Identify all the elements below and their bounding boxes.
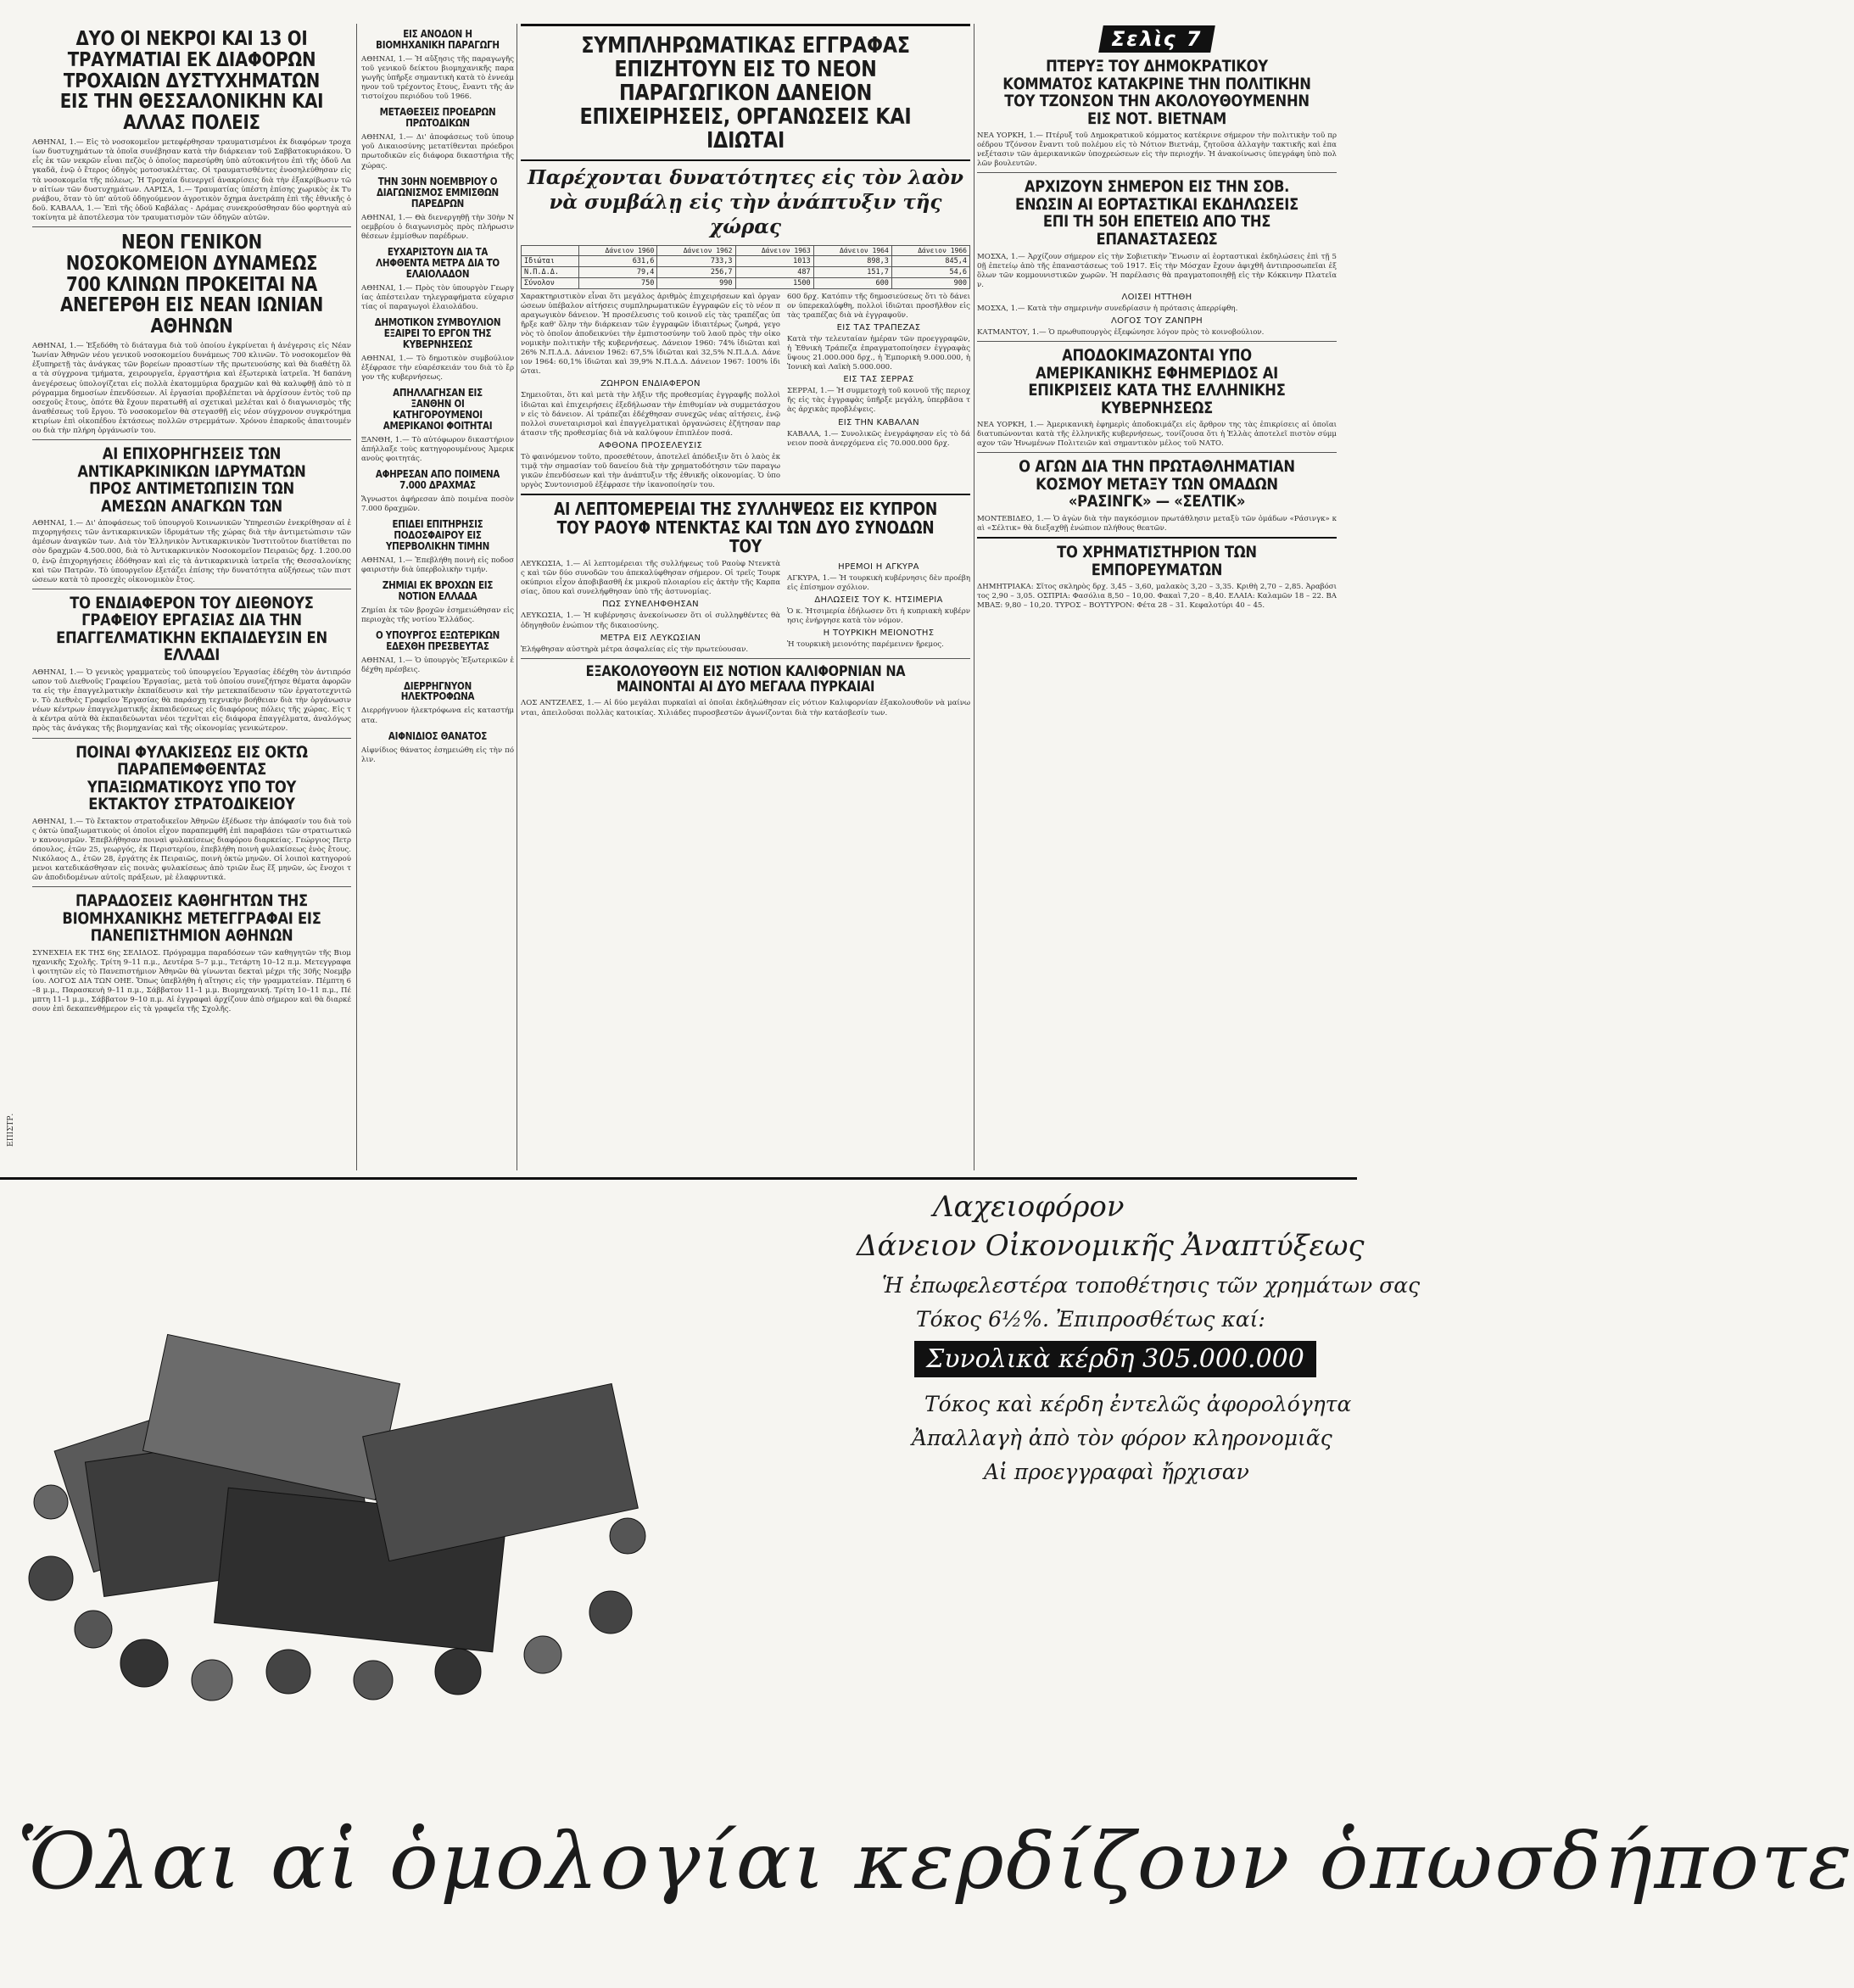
ad-total-prizes: Συνολικὰ κέρδη 305.000.000 (914, 1341, 1316, 1377)
headline-ambassadors: Ο ΥΠΟΥΡΓΟΣ ΕΞΩΤΕΡΙΚΩΝ ΕΔΕΧΘΗ ΠΡΕΣΒΕΥΤΑΣ (375, 629, 500, 653)
article-body: Ζημίαι ἐκ τῶν βροχῶν ἐσημειώθησαν εἰς περιοχὰς τῆς νοτίου Ἑλλάδος. (361, 606, 514, 625)
column-right (977, 24, 1337, 1169)
article-body: ΜΟΣΧΑ, 1.— Κατὰ τὴν σημερινὴν συνεδρίασιν ἡ πρότασις ἀπερρίφθη. (977, 304, 1238, 313)
headline-exams: ΤΗΝ 30ΗΝ ΝΟΕΜΒΡΙΟΥ Ο ΔΙΑΓΩΝΙΣΜΟΣ ΕΜΜΙΣΘΩΝ ΠΑΡΕΔΡΩΝ (377, 175, 499, 209)
article-body: ΑΓΚΥΡΑ, 1.— Ἡ τουρκικὴ κυβέρνησις δὲν προέβη εἰς ἐπίσημον σχόλιον. (787, 574, 970, 593)
table-header: Δάνειον 1966 (891, 245, 969, 255)
table-header: Δάνειον 1964 (813, 245, 891, 255)
article-body: ΑΘΗΝΑΙ, 1.— Εἰς τὸ νοσοκομεῖον μετεφέρθησαν τραυματισμένοι ἐκ διαφόρων τροχαίων δυστυχημάτων τὰ ὁποῖα συνέβησαν κατὰ τὴν διάρκειαν τοῦ Σαββατοκυριάκου. Ὁ εἷς ἐκ τῶν νεκρῶν εἶναι πεζὸς ὁ ὁποῖος παρεσύρθη ὑπὸ αὐτοκινήτου ἐπὶ τῆς ὁδοῦ Λαγκαδᾶ, ἐνῷ ὁ ἕτερος ὁδηγὸς μοτοσυκλέττας. Οἱ τραυματισθέντες ἐνοσηλεύθησαν εἰς τὰ νοσοκομεῖα τῆς πόλεως. Ἡ Τροχαία διενεργεῖ ἀνακρίσεις διὰ τὴν ἐξακρίβωσιν τῶν αἰτίων τῶν δυστυχημάτων. ΛΑΡΙΣΑ, 1.— Τραυματίας ὑπέστη ἐπίσης χωρικὸς ἐκ Τυρνάβου, ὅταν τὸ ὑπ' αὐτοῦ ὁδηγούμενον ἀγροτικὸν ὄχημα ἀνετράπη ἐπὶ τῆς ἐθνικῆς ὁδοῦ. ΚΑΒΑΛΑ, 1.— Ἐπὶ τῆς ὁδοῦ Καβάλας - Δράμας συνεκρούσθησαν δύο φορτηγὰ αὐτοκίνητα μὲ ἀποτέλεσμα τὸν τραυματισμὸν τῶν ὁδηγῶν αὐτῶν. (32, 138, 351, 222)
subhead: ΕΙΣ ΤΗΝ ΚΑΒΑΛΑΝ (838, 417, 919, 427)
article-body: ΑΘΗΝΑΙ, 1.— Ἐξεδόθη τὸ διάταγμα διὰ τοῦ ὁποίου ἐγκρίνεται ἡ ἀνέγερσις εἰς Νέαν Ἰωνίαν Ἀθηνῶν νέου γενικοῦ νοσοκομείου δυνάμεως 700 κλινῶν. Τὸ νοσοκομεῖον θὰ ἐξυπηρετῇ τὰς ἀνάγκας τῶν βορείων προαστίων τῆς πρωτευούσης καὶ θὰ διαθέτῃ ὅλα τὰ σύγχρονα τμήματα, χειρουργεῖα, ἐργαστήρια καὶ ἐξωτερικὰ ἰατρεῖα. Ἡ δαπάνη ἀνεγέρσεως ὑπολογίζεται εἰς πολλὰ ἑκατομμύρια δραχμῶν καὶ θὰ καλυφθῇ ἀπὸ τὸ πρόγραμμα δημοσίων ἐπενδύσεων. Αἱ ἐργασίαι προβλέπεται νὰ ἀρχίσουν ἐντὸς τοῦ προσεχοῦς ἔτους, ὁπότε θὰ ἔχουν περατωθῆ αἱ σχετικαὶ μελέται καὶ ὁ διαγωνισμὸς τῆς ἀναθέσεως τοῦ ἔργου. Τὸ νοσοκομεῖον θὰ στεγασθῇ εἰς νέον σύγχρονον συγκρότημα κτιρίων ἐπὶ οἰκοπέδου ἐκτάσεως πολλῶν στρεμμάτων. Χρόνου ἐπαρκοῦς ἀπαιτουμένου διὰ τὴν πλήρη ὀργάνωσίν του. (32, 342, 351, 435)
subhead: ΔΗΛΩΣΕΙΣ ΤΟΥ Κ. ΗΤΣΙΜΕΡΙΑ (814, 595, 943, 606)
article-body: Τὸ φαινόμενον τοῦτο, προσεθέτουν, ἀποτελεῖ ἀπόδειξιν ὅτι ὁ λαὸς ἐκτιμᾷ τὴν σημασίαν τοῦ δανείου διὰ τὴν χρηματοδότησιν τῶν παραγωγικῶν ἐπενδύσεων καὶ τὴν ἀνάπτυξιν τῆς ἐθνικῆς οἰκονομίας. Ὁ ὑπουργὸς Συντονισμοῦ ἐξέφρασε τὴν ἱκανοποίησίν του. (521, 452, 780, 490)
article-body: ΛΕΥΚΩΣΙΑ, 1.— Αἱ λεπτομέρειαι τῆς συλλήψεως τοῦ Ραοὺφ Ντενκτὰς καὶ τῶν δύο συνοδῶν του ἀπεκαλύφθησαν σήμερον. Οἱ τρεῖς Τουρκοκύπριοι εἶχον ἀποβιβασθῆ ἐκ μικροῦ πλοιαρίου εἰς ἀκτὴν τῆς Καρπασίας, ὅπου καὶ συνελήφθησαν ὑπὸ τῆς ἀστυνομίας. (521, 560, 780, 597)
subhead: ΕΙΣ ΤΑΣ ΣΕΡΡΑΣ (843, 375, 914, 385)
ad-title-line2: Δάνειον Οἰκονομικῆς Ἀναπτύξεως (857, 1229, 1365, 1263)
article-body: ΑΘΗΝΑΙ, 1.— Θὰ διενεργηθῇ τὴν 30ὴν Νοεμβρίου ὁ διαγωνισμὸς πρὸς πλήρωσιν θέσεων ἐμμίσθων παρέδρων. (361, 213, 514, 241)
article-body: Σημειοῦται, ὅτι καὶ μετὰ τὴν λῆξιν τῆς προθεσμίας ἐγγραφῆς πολλοὶ ἰδιῶται καὶ ἐπιχειρήσεις ἐξεδήλωσαν τὴν ἐπιθυμίαν νὰ συμμετάσχουν εἰς τὸ δάνειον. Αἱ τράπεζαι ἐδέχθησαν συνεχῶς νέας αἰτήσεις, ἐνῷ πολλοὶ συνεταιρισμοὶ καὶ ἐπαγγελματικαὶ ὀργανώσεις ἐζήτησαν παράτασιν τῆς προθεσμίας διὰ νὰ καλύψουν ἐπιπλέον ποσά. (521, 391, 780, 438)
subhead: ΕΙΣ ΤΑΣ ΤΡΑΠΕΖΑΣ (836, 322, 921, 332)
table-header: Δάνειον 1962 (657, 245, 735, 255)
margin-note: ΕΠΙΣΤΡ. (7, 1113, 15, 1147)
article-body: ΛΕΥΚΩΣΙΑ, 1.— Ἡ κυβέρνησις ἀνεκοίνωσεν ὅτι οἱ συλληφθέντες θὰ ὁδηγηθοῦν ἐνώπιον τῆς δικαιοσύνης. (521, 611, 780, 630)
article-body: ΜΟΣΧΑ, 1.— Ἀρχίζουν σήμερον εἰς τὴν Σοβιετικὴν Ἕνωσιν αἱ ἑορταστικαὶ ἐκδηλώσεις ἐπὶ τῇ 50ῇ ἐπετείῳ ἀπὸ τῆς ἐπαναστάσεως τοῦ 1917. Εἰς τὴν Μόσχαν ἔχουν ἀφιχθῆ ἀντιπροσωπεῖαι ἐξ ὅλων τῶν κομμουνιστικῶν χωρῶν. Ἡ παρέλασις θὰ πραγματοποιηθῇ εἰς τὴν Κόκκινην Πλατεῖαν. (977, 252, 1337, 289)
article-body: Χαρακτηριστικὸν εἶναι ὅτι μεγάλος ἀριθμὸς ἐπιχειρήσεων καὶ ὀργανώσεων ὑπέβαλον αἰτήσεις συμπληρωματικῶν ἐγγραφῶν εἰς τὸ νέον παραγωγικὸν δάνειον. Ἡ προσέλευσις τοῦ κοινοῦ εἰς τὰς τραπέζας ὑπῆρξε καθ' ὅλην τὴν διάρκειαν τῶν ἐγγραφῶν ἰδιαιτέρως ζωηρά, γεγονὸς τὸ ὁποῖον ἀποδεικνύει τὴν ἐμπιστοσύνην τοῦ λαοῦ πρὸς τὴν οἰκονομικὴν πολιτικὴν τῆς κυβερνήσεως. Δάνειον 1960: 74% ἰδιῶται καὶ 26% Ν.Π.Δ.Δ. Δάνειον 1962: 67,5% ἰδιῶται καὶ 32,5% Ν.Π.Δ.Δ. Δάνειον 1964: 60,1% ἰδιῶται καὶ 39,9% Ν.Π.Δ.Δ. Δάνειον 1967: 100% ἰδιῶται. (521, 292, 780, 377)
article-body: Αἰφνίδιος θάνατος ἐσημειώθη εἰς τὴν πόλιν. (361, 746, 514, 764)
subhead: ΖΩΗΡΟΝ ΕΝΔΙΑΦΕΡΟΝ (600, 379, 701, 389)
headline-rain: ΖΗΜΙΑΙ ΕΚ ΒΡΟΧΩΝ ΕΙΣ ΝΟΤΙΟΝ ΕΛΛΑΔΑ (382, 579, 494, 603)
article-body: ΑΘΗΝΑΙ, 1.— Ἡ αὔξησις τῆς παραγωγῆς τοῦ γενικοῦ δείκτου βιομηχανικῆς παραγωγῆς ὑπῆρξε σημαντικὴ κατὰ τὸ ἐννεάμηνον τοῦ τρέχοντος ἔτους, ἔναντι τῆς ἀντιστοίχου περιόδου τοῦ 1966. (361, 54, 514, 102)
headline-judges-transfers: ΜΕΤΑΘΕΣΕΙΣ ΠΡΟΕΔΡΩΝ ΠΡΩΤΟΔΙΚΩΝ (379, 106, 496, 130)
article-body: ΑΘΗΝΑΙ, 1.— Ὁ γενικὸς γραμματεὺς τοῦ ὑπουργείου Ἐργασίας ἐδέχθη τὸν ἀντιπρόσωπον τοῦ Διεθνοῦς Γραφείου Ἐργασίας, μετὰ τοῦ ὁποίου συνεζήτησε θέματα ἀφορῶντα εἰς τὴν ἐπαγγελματικὴν ἐκπαίδευσιν καὶ τὴν μετεκπαίδευσιν τῶν ἐργατοτεχνιτῶν. Τὸ Διεθνὲς Γραφεῖον Ἐργασίας θὰ παράσχῃ τεχνικὴν βοήθειαν διὰ τὴν ὀργάνωσιν νέων κέντρων ἐπαγγελματικῆς ἐκπαιδεύσεως εἰς διαφόρους πόλεις τῆς χώρας. Εἰς τὰ κέντρα αὐτὰ θὰ ἐκπαιδεύωνται νέοι τεχνῖται εἰς διάφορα ἐπαγγέλματα, ἀναλόγως πρὸς τὰς ἀνάγκας τῆς βιομηχανίας καὶ τῆς οἰκονομίας γενικώτερον. (32, 667, 351, 734)
ad-slogan: Ὅλαι αἱ ὁμολογίαι κερδίζουν ὁπωσδήποτε (17, 1816, 1854, 1907)
headline-commodity-exchange: ΤΟ ΧΡΗΜΑΤΙΣΤΗΡΙΟΝ ΤΩΝ ΕΜΠΟΡΕΥΜΑΤΩΝ (1057, 543, 1257, 579)
table-row: Σύνολον 750 990 1500 600 900 (522, 277, 970, 288)
article-body: Ὁ κ. Ἠτσιμερία ἐδήλωσεν ὅτι ἡ κυπριακὴ κυβέρνησις ἐνήργησε κατὰ τὸν νόμον. (787, 607, 970, 626)
headline-shepherd: ΑΦΗΡΕΣΑΝ ΑΠΟ ΠΟΙΜΕΝΑ 7.000 ΔΡΑΧΜΑΣ (375, 468, 500, 492)
subhead: ΑΦΘΟΝΑ ΠΡΟΣΕΛΕΥΣΙΣ (598, 440, 703, 450)
article-body: ΚΑΒΑΛΑ, 1.— Συνολικῶς ἐνεγράφησαν εἰς τὸ δάνειον ποσὰ ἀνερχόμενα εἰς 70.000.000 δρχ. (787, 429, 970, 448)
article-body: Ἄγνωστοι ἀφήρεσαν ἀπὸ ποιμένα ποσὸν 7.000 δραχμῶν. (361, 495, 514, 514)
table-row: Ν.Π.Δ.Δ. 79,4 256,7 487 151,7 54,6 (522, 266, 970, 277)
center-columns (521, 24, 970, 1169)
headline-court-martial: ΠΟΙΝΑΙ ΦΥΛΑΚΙΣΕΩΣ ΕΙΣ ΟΚΤΩ ΠΑΡΑΠΕΜΦΘΕΝΤΑΣ ΥΠΑΞΙΩΜΑΤΙΚΟΥΣ ΥΠΟ ΤΟΥ ΕΚΤΑΚΤΟΥ ΣΤΡΑΤΟΔΙΚΕΙΟΥ (75, 742, 308, 814)
headline-olive-oil: ΕΥΧΑΡΙΣΤΟΥΝ ΔΙΑ ΤΑ ΛΗΦΘΕΝΤΑ ΜΕΤΡΑ ΔΙΑ ΤΟ ΕΛΑΙΟΛΑΔΟΝ (376, 245, 500, 280)
article-body: ΛΟΣ ΑΝΤΖΕΛΕΣ, 1.— Αἱ δύο μεγάλαι πυρκαϊαὶ αἱ ὁποῖαι ἐκδηλώθησαν εἰς νότιον Καλιφορνίαν ἐξακολουθοῦν νὰ μαίνωνται, ἀπειλοῦσαι πολλὰς κατοικίας. Χιλιάδες πυροσβεστῶν ἀγωνίζονται διὰ τὴν κατάσβεσίν των. (521, 699, 970, 718)
headline-sudden-death: ΑΙΦΝΙΔΙΟΣ ΘΑΝΑΤΟΣ (388, 729, 488, 742)
loan-table (521, 245, 970, 289)
subhead: Η ΤΟΥΡΚΙΚΗ ΜΕΙΟΝΟΤΗΣ (823, 628, 935, 639)
ad-line3: Ἡ ἐπωφελεστέρα τοποθέτησις τῶν χρημάτων σας (882, 1273, 1421, 1298)
subhead: ΛΟΓΟΣ ΤΟΥ ΖΑΝΠΡΗ (1111, 316, 1203, 326)
article-body: ΑΘΗΝΑΙ, 1.— Τὸ ἔκτακτον στρατοδικεῖον Ἀθηνῶν ἐξέδωσε τὴν ἀπόφασίν του διὰ τοὺς ὀκτὼ ὑπαξιωματικοὺς οἱ ὁποῖοι εἶχον παραπεμφθῆ ἐπὶ παραβάσει τῶν στρατιωτικῶν κανονισμῶν. Ἐπεβλήθησαν ποιναὶ φυλακίσεως διαφόρου διαρκείας. Γεώργιος Πετρόπουλος, ἐτῶν 25, γεωργός, ἐκ Περιστερίου, ἐπεβλήθη ποινὴ φυλακίσεως ἑνὸς ἔτους. Νικόλαος Δ., ἐτῶν 28, ἐργάτης ἐκ Πειραιῶς, ποινὴ ὀκτὼ μηνῶν. Οἱ λοιποὶ κατηγορούμενοι κατεδικάσθησαν εἰς ποινὰς φυλακίσεως ἀπὸ τριῶν ἕως ἕξ μηνῶν, ὡς ἔνοχοι τῶν ἀποδιδομένων αὐτοῖς πράξεων, μὲ ἐλαφρυντικά. (32, 817, 351, 883)
subhead: ΜΕΤΡΑ ΕΙΣ ΛΕΥΚΩΣΙΑΝ (600, 633, 701, 643)
article-body: ΞΑΝΘΗ, 1.— Τὸ αὐτόφωρον δικαστήριον ἀπήλλαξε τοὺς κατηγορουμένους Ἀμερικανοὺς φοιτητάς. (361, 435, 514, 464)
table-header (522, 245, 579, 255)
article-body: Διερρήγνυον ἠλεκτρόφωνα εἰς καταστήματα. (361, 706, 514, 725)
article-body: ΚΑΤΜΑΝΤΟΥ, 1.— Ὁ πρωθυπουργὸς ἐξεφώνησε λόγον πρὸς τὸ κοινοβούλιον. (977, 327, 1265, 337)
ad-title-line1: Λαχειοφόρον (933, 1190, 1125, 1224)
banknotes-and-coins-illustration (17, 1307, 662, 1697)
headline-industry: ΕΙΣ ΑΝΟΔΟΝ Η ΒΙΟΜΗΧΑΝΙΚΗ ΠΑΡΑΓΩΓΗ (376, 28, 500, 51)
article-body: Ἡ τουρκικὴ μειονότης παρέμεινεν ἤρεμος. (787, 640, 944, 650)
article-body: ΝΕΑ ΥΟΡΚΗ, 1.— Πτέρυξ τοῦ Δημοκρατικοῦ κόμματος κατέκρινε σήμερον τὴν πολιτικὴν τοῦ προέδρου Τζόνσον ἔναντι τοῦ πολέμου εἰς τὸ Νότιον Βιετνάμ, ζητοῦσα ἀλλαγὴν τακτικῆς καὶ ἐπανεξέτασιν τῶν ἀμερικανικῶν ὑποχρεώσεων εἰς τὴν περιοχήν. Ἡ ἀνακοίνωσις ὑπεγράφη ὑπὸ πολλῶν βουλευτῶν. (977, 131, 1337, 169)
article-body: ΝΕΑ ΥΟΡΚΗ, 1.— Ἀμερικανικὴ ἐφημερὶς ἀποδοκιμάζει εἰς ἄρθρον της τὰς ἐπικρίσεις αἱ ὁποῖαι διατυπώνονται κατὰ τῆς ἑλληνικῆς κυβερνήσεως, τονίζουσα ὅτι ἡ Ἑλλὰς ἀποτελεῖ πιστὸν σύμμαχον τῶν Ἡνωμένων Πολιτειῶν καὶ σημαντικὸν μέλος τοῦ ΝΑΤΟ. (977, 421, 1337, 449)
article-body: Ἐλήφθησαν αὐστηρὰ μέτρα ἀσφαλείας εἰς τὴν πρωτεύουσαν. (521, 645, 749, 654)
article-body: ΣΕΡΡΑΙ, 1.— Ἡ συμμετοχὴ τοῦ κοινοῦ τῆς περιοχῆς εἰς τὰς ἐγγραφὰς ὑπῆρξε μεγάλη, ὑπερβᾶσα τὰς ἀρχικὰς προβλέψεις. (787, 387, 970, 415)
article-body: ΑΘΗΝΑΙ, 1.— Δι' ἀποφάσεως τοῦ ὑπουργοῦ Κοινωνικῶν Ὑπηρεσιῶν ἐνεκρίθησαν αἱ ἐπιχορηγήσεις τῶν ἀντικαρκινικῶν ἱδρυμάτων τῆς χώρας διὰ τὴν ἀντιμετώπισιν τῶν ἀμέσων ἀναγκῶν των. Διὰ τὸν Ἑλληνικὸν Ἀντικαρκινικὸν Ἰνστιτοῦτον διατίθεται ποσὸν δραχμῶν 4.500.000, διὰ τὸ Ἀντικαρκινικὸν Νοσοκομεῖον Πειραιῶς δρχ. 1.200.000, ἐνῷ ἐπιχορηγήσεις ἐδόθησαν καὶ εἰς τὰ ἀντικαρκινικὰ ἰατρεῖα τῆς Θεσσαλονίκης καὶ τῶν Πατρῶν. Τὸ ὑπουργεῖον ἐξετάζει ἐπίσης τὴν δυνατότητα αὐξήσεως τῶν πιστώσεων κατὰ τὸ προσεχὲς οἰκονομικὸν ἔτος. (32, 519, 351, 584)
headline-university: ΠΑΡΑΔΟΣΕΙΣ ΚΑΘΗΓΗΤΩΝ ΤΗΣ ΒΙΟΜΗΧΑΝΙΚΗΣ ΜΕΤΕΓΓΡΑΦΑΙ ΕΙΣ ΠΑΝΕΠΙΣΤΗΜΙΟΝ ΑΘΗΝΩΝ (62, 891, 321, 946)
headline-football: ΕΠΙΔΕΙ ΕΠΙΤΗΡΗΣΙΣ ΠΟΔΟΣΦΑΙΡΟΥ ΕΙΣ ΥΠΕΡΒΟΛΙΚΗΝ ΤΙΜΗΝ (385, 518, 490, 553)
headline-football-racing-celtic: Ο ΑΓΩΝ ΔΙΑ ΤΗΝ ΠΡΩΤΑΘΛΗΜΑΤΙΑΝ ΚΟΣΜΟΥ ΜΕΤΑΞΥ ΤΩΝ ΟΜΑΔΩΝ «ΡΑΣΙΝΓΚ» — «ΣΕΛΤΙΚ» (1019, 457, 1295, 511)
article-body: 600 δρχ. Κατόπιν τῆς δημοσιεύσεως ὅτι τὸ δάνειον ὑπερεκαλύφθη, πολλοὶ ἰδιῶται προσῆλθον εἰς τὰς τραπέζας διὰ νὰ ἐγγραφοῦν. (787, 292, 970, 320)
ad-line6: Ἀπαλλαγὴ ἀπὸ τὸν φόρον κληρονομιᾶς (912, 1426, 1332, 1450)
article-body: ΜΟΝΤΕΒΙΔΕΟ, 1.— Ὁ ἀγὼν διὰ τὴν παγκόσμιον πρωτάθλησιν μεταξὺ τῶν ὁμάδων «Ράσινγκ» καὶ «Σέλτικ» θὰ διεξαχθῇ ἐνώπιον πλήθους θεατῶν. (977, 514, 1337, 533)
italic-subhead: Παρέχονται δυνατότητες εἰς τὸν λαὸν νὰ συμβάλῃ εἰς τὴν ἀνάπτυξιν τῆς χώρας (528, 166, 963, 238)
headline-gramophones: ΔΙΕΡΡΗΓΝΥΟΝ ΗΛΕΚΤΡΟΦΩΝΑ (400, 679, 475, 703)
ad-line4: Τόκος 6½%. Ἐπιπροσθέτως καί: (916, 1307, 1265, 1332)
headline-labour-office: ΤΟ ΕΝΔΙΑΦΕΡΟΝ ΤΟΥ ΔΙΕΘΝΟΥΣ ΓΡΑΦΕΙΟΥ ΕΡΓΑΣΙΑΣ ΔΙΑ ΤΗΝ ΕΠΑΓΓΕΛΜΑΤΙΚΗΝ ΕΚΠΑΙΔΕΥΣΙΝ ΕΝ ΕΛΛΑΔΙ (56, 593, 327, 665)
article-body: ΑΘΗΝΑΙ, 1.— Δι' ἀποφάσεως τοῦ ὑπουργοῦ Δικαιοσύνης μετατίθενται πρόεδροι πρωτοδικῶν εἰς διάφορα δικαστήρια τῆς χώρας. (361, 133, 514, 170)
headline-hospital: ΝΕΟΝ ΓΕΝΙΚΟΝ ΝΟΣΟΚΟΜΕΙΟΝ ΔΥΝΑΜΕΩΣ 700 ΚΛΙΝΩΝ ΠΡΟΚΕΙΤΑΙ ΝΑ ΑΝΕΓΕΡΘΗ ΕΙΣ ΝΕΑΝ ΙΩΝΙΑΝ ΑΘΗΝΩΝ (59, 231, 324, 338)
article-body: ΑΘΗΝΑΙ, 1.— Τὸ δημοτικὸν συμβούλιον ἐξέφρασε τὴν εὐαρέσκειάν του διὰ τὸ ἔργον τῆς κυβερνήσεως. (361, 354, 514, 382)
table-row: Ιδιώται 631,6 733,3 1013 898,3 845,4 (522, 255, 970, 266)
ad-line7: Αἱ προεγγραφαὶ ἤρχισαν (984, 1460, 1249, 1484)
headline-council: ΔΗΜΟΤΙΚΟΝ ΣΥΜΒΟΥΛΙΟΝ ΕΞΑΙΡΕΙ ΤΟ ΕΡΓΟΝ ΤΗΣ ΚΥΒΕΡΝΗΣΕΩΣ (374, 316, 501, 350)
headline-students: ΑΠΗΛΛΑΓΗΣΑΝ ΕΙΣ ΞΑΝΘΗΝ ΟΙ ΚΑΤΗΓΟΡΟΥΜΕΝΟΙ ΑΜΕΡΙΚΑΝΟΙ ΦΟΙΤΗΤΑΙ (383, 387, 493, 432)
headline-vietnam: ΠΤΕΡΥΞ ΤΟΥ ΔΗΜΟΚΡΑΤΙΚΟΥ ΚΟΜΜΑΤΟΣ ΚΑΤΑΚΡΙΝΕ ΤΗΝ ΠΟΛΙΤΙΚΗΝ ΤΟΥ ΤΖΟΝΣΟΝ ΤΗΝ ΑΚΟΛΟΥΘΟΥΜΕΝΗΝ ΕΙΣ ΝΟΤ. ΒΙΕΤΝΑΜ (1002, 57, 1311, 128)
column-rule (356, 24, 357, 1170)
subhead: ΛΟΙΣΕΙ ΗΤΤΗΘΗ (1121, 292, 1192, 302)
subhead: ΗΡΕΜΟΙ Η ΑΓΚΥΡΑ (838, 562, 919, 572)
table-header: Δάνειον 1960 (579, 245, 657, 255)
article-body: Κατὰ τὴν τελευταίαν ἡμέραν τῶν προεγγραφῶν, ἡ Ἐθνικὴ Τράπεζα ἐπραγματοποίησεν ἐγγραφὰς ὕψους 21.000.000 δρχ., ἡ Ἐμπορικὴ 9.000.000, ἡ Ἰονικὴ καὶ Λαϊκὴ 5.000.000. (787, 334, 970, 372)
ad-line5: Τόκος καὶ κέρδη ἐντελῶς ἀφορολόγητα (924, 1392, 1352, 1416)
headline-california-fires: ΕΞΑΚΟΛΟΥΘΟΥΝ ΕΙΣ ΝΟΤΙΟΝ ΚΑΛΙΦΟΡΝΙΑΝ ΝΑ ΜΑΙΝΟΝΤΑΙ ΑΙ ΔΥΟ ΜΕΓΑΛΑ ΠΥΡΚΑΙΑΙ (585, 662, 906, 696)
headline-cancer-institutes: ΑΙ ΕΠΙΧΟΡΗΓΗΣΕΙΣ ΤΩΝ ΑΝΤΙΚΑΡΚΙΝΙΚΩΝ ΙΔΡΥΜΑΤΩΝ ΠΡΟΣ ΑΝΤΙΜΕΤΩΠΙΣΙΝ ΤΩΝ ΑΜΕΣΩΝ ΑΝΑΓΚΩΝ ΤΩΝ (77, 444, 306, 516)
headline-soviet-anniversary: ΑΡΧΙΖΟΥΝ ΣΗΜΕΡΟΝ ΕΙΣ ΤΗΝ ΣΟΒ. ΕΝΩΣΙΝ ΑΙ ΕΟΡΤΑΣΤΙΚΑΙ ΕΚΔΗΛΩΣΕΙΣ ΕΠΙ ΤΗ 50Η ΕΠΕΤΕΙΩ ΑΠΟ ΤΗΣ ΕΠΑΝΑΣΤΑΣΕΩΣ (1014, 177, 1299, 248)
article-body: ΑΘΗΝΑΙ, 1.— Ὁ ὑπουργὸς Ἐξωτερικῶν ἐδέχθη πρέσβεις. (361, 656, 514, 675)
table-header: Δάνειον 1963 (735, 245, 813, 255)
subhead: ΠΩΣ ΣΥΝΕΛΗΦΘΗΣΑΝ (602, 600, 699, 610)
article-body: ΣΥΝΕΧΕΙΑ ΕΚ ΤΗΣ 6ης ΣΕΛΙΔΟΣ. Πρόγραμμα παραδόσεων τῶν καθηγητῶν τῆς Βιομηχανικῆς Σχολῆς. Τρίτη 9–11 π.μ., Δευτέρα 5–7 μ.μ., Τετάρτη 10–12 π.μ. Μετεγγραφαὶ φοιτητῶν εἰς τὸ Πανεπιστήμιον Ἀθηνῶν θὰ γίνωνται δεκταὶ μέχρι τῆς 30ῆς Νοεμβρίου. ΛΟΓΟΣ ΔΙΑ ΤΩΝ ΟΗΕ. Ὅπως ὑπεβλήθη ἡ αἴτησις εἰς τὴν γραμματείαν. Πέμπτη 6–8 μ.μ., Παρασκευὴ 9–11 π.μ., Σάββατον 11–1 μ.μ. Βιομηχανική. Τρίτη 10–11 π.μ., Πέμπτη 11–1 μ.μ., Σάββατον 9–10 π.μ. Αἱ ἐγγραφαὶ ἀρχίζουν ἀπὸ σήμερον καὶ θὰ διαρκέσουν ἐπὶ δεκαπενθήμερον εἰς τὰ γραφεῖα τῆς Σχολῆς. (32, 948, 351, 1014)
article-body: ΑΘΗΝΑΙ, 1.— Πρὸς τὸν ὑπουργὸν Γεωργίας ἀπέστειλαν τηλεγραφήματα εὐχαριστίας οἱ παραγωγοὶ ἐλαιολάδου. (361, 283, 514, 311)
article-body: ΑΘΗΝΑΙ, 1.— Ἐπεβλήθη ποινὴ εἰς ποδοσφαιριστὴν διὰ ὑπερβολικὴν τιμήν. (361, 556, 514, 575)
headline-cyprus: ΑΙ ΛΕΠΤΟΜΕΡΕΙΑΙ ΤΗΣ ΣΥΛΛΗΨΕΩΣ ΕΙΣ ΚΥΠΡΟΝ ΤΟΥ ΡΑΟΥΦ ΝΤΕΝΚΤΑΣ ΚΑΙ ΤΩΝ ΔΥΟ ΣΥΝΟΔΩΝ ΤΟΥ (553, 499, 938, 556)
column-left (32, 24, 351, 1169)
column-second (361, 24, 514, 1169)
lottery-loan-advert (0, 1177, 1854, 1988)
headline-loan: ΣΥΜΠΛΗΡΩΜΑΤΙΚΑΣ ΕΓΓΡΑΦΑΣ ΕΠΙΖΗΤΟΥΝ ΕΙΣ ΤΟ ΝΕΟΝ ΠΑΡΑΓΩΓΙΚΟΝ ΔΑΝΕΙΟΝ ΕΠΙΧΕΙΡΗΣΕΙΣ, ΟΡΓΑΝΩΣΕΙΣ ΚΑΙ ΙΔΙΩΤΑΙ (579, 33, 912, 154)
headline-us-newspaper: ΑΠΟΔΟΚΙΜΑΖΟΝΤΑΙ ΥΠΟ ΑΜΕΡΙΚΑΝΙΚΗΣ ΕΦΗΜΕΡΙΔΟΣ ΑΙ ΕΠΙΚΡΙΣΕΙΣ ΚΑΤΑ ΤΗΣ ΕΛΛΗΝΙΚΗΣ ΚΥΒΕΡΝΗΣΕΩΣ (1028, 346, 1286, 417)
headline-traffic-accidents: ΔΥΟ ΟΙ ΝΕΚΡΟΙ ΚΑΙ 13 ΟΙ ΤΡΑΥΜΑΤΙΑΙ ΕΚ ΔΙΑΦΟΡΩΝ ΤΡΟΧΑΙΩΝ ΔΥΣΤΥΧΗΜΑΤΩΝ ΕΙΣ ΤΗΝ ΘΕΣΣΑΛΟΝΙΚΗΝ ΚΑΙ ΑΛΛΑΣ ΠΟΛΕΙΣ (59, 28, 324, 135)
page-series-logo: Σελὶς 7 (1098, 25, 1215, 53)
article-body: ΔΗΜΗΤΡΙΑΚΑ: Σῖτος σκληρὸς δρχ. 3,45 – 3,60, μαλακὸς 3,20 – 3,35. Κριθὴ 2,70 – 2,85. Ἀραβόσιτος 2,90 – 3,05. ΟΣΠΡΙΑ: Φασόλια 8,50 – 10,00. Φακαὶ 7,20 – 8,40. ΕΛΑΙΑ: Καλαμῶν 18 – 22. ΒΑΜΒΑΞ: 9,80 – 10,20. ΤΥΡΟΣ – ΒΟΥΤΥΡΟΝ: Φέτα 28 – 31. Κεφαλοτύρι 40 – 45. (977, 583, 1337, 611)
